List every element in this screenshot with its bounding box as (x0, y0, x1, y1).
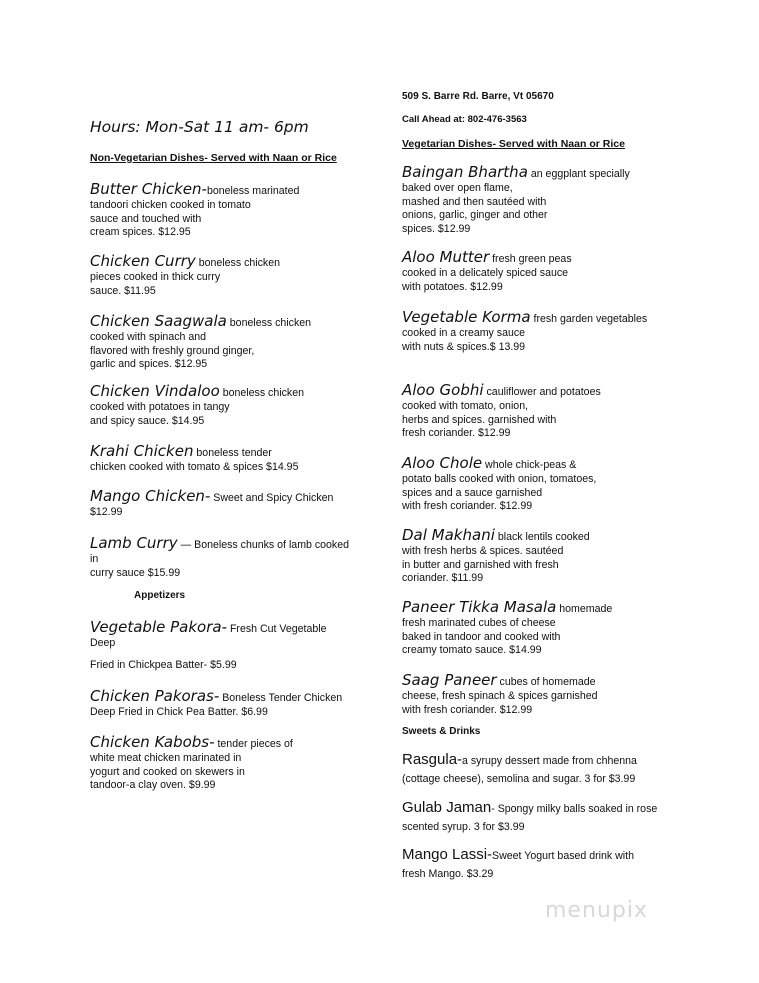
item-name: Aloo Chole (402, 454, 483, 472)
menu-item-chicken-pakoras (90, 688, 380, 720)
menu-item-aloo-gobhi (402, 382, 732, 441)
hours: Hours: Mon-Sat 11 am- 6pm (90, 118, 309, 136)
item-name: Vegetable Pakora- (90, 618, 227, 636)
item-desc: Fresh Cut Vegetable (227, 623, 327, 635)
menu-item-chicken-curry (90, 253, 380, 298)
item-name: Chicken Vindaloo (90, 382, 220, 400)
item-desc: fresh coriander. $12.99 (402, 427, 511, 439)
item-desc: cheese, fresh spinach & spices garnished (402, 690, 598, 702)
item-name: Paneer Tikka Masala (402, 598, 557, 616)
item-desc: cooked with potatoes in tangy (90, 401, 230, 413)
item-desc: with potatoes. $12.99 (402, 280, 503, 293)
item-desc: pieces cooked in thick curry (90, 271, 221, 283)
item-desc: with fresh coriander. $12.99 (402, 703, 533, 716)
item-desc: onions, garlic, ginger and other (402, 209, 548, 221)
item-desc: with fresh coriander. $12.99 (402, 500, 533, 512)
item-name: Lamb Curry (90, 534, 178, 552)
item-desc: $12.99 (90, 506, 123, 518)
item-name: Saag Paneer (402, 671, 497, 689)
item-name: Chicken Kabobs- (90, 733, 215, 751)
item-desc: — Boneless chunks of lamb cooked (177, 539, 350, 551)
menupix-watermark: menupix (545, 898, 648, 923)
item-desc (90, 651, 380, 659)
menu-item-saag-paneer (402, 672, 732, 717)
item-desc: with fresh herbs & spices. sautéed (402, 545, 564, 557)
item-desc: - Spongy milky balls soaked in rose (491, 803, 658, 815)
item-name: Aloo Mutter (402, 248, 490, 266)
item-desc: potato balls cooked with onion, tomatoes, (402, 473, 597, 485)
item-desc: flavored with freshly ground ginger, (90, 344, 255, 357)
item-desc: boneless tender (193, 447, 272, 459)
item-desc: curry sauce $15.99 (90, 566, 181, 579)
veg-header: Vegetarian Dishes- Served with Naan or Rice (402, 138, 625, 150)
item-desc: fresh garden vegetables (530, 313, 648, 325)
nonveg-header: Non-Vegetarian Dishes- Served with Naan or Rice (90, 152, 337, 164)
item-desc: Deep Fried in Chick Pea Batter. $6.99 (90, 706, 268, 718)
menu-item-vegetable-korma (402, 309, 732, 354)
menu-item-aloo-chole (402, 455, 732, 514)
item-desc: cooked in a creamy sauce (402, 327, 526, 339)
item-desc: cream spices. $12.95 (90, 226, 191, 238)
menu-item-aloo-mutter (402, 249, 732, 294)
item-desc: boneless marinated (206, 185, 300, 197)
menu-item-mango-lassi (402, 846, 732, 882)
item-desc: mashed and then sautéed with (402, 195, 547, 208)
item-name: Chicken Curry (90, 252, 196, 270)
item-desc: Fried in Chickpea Batter- $5.99 (90, 658, 237, 671)
item-desc: boneless chicken (226, 317, 312, 329)
menu-item-butter-chicken (90, 181, 380, 240)
item-desc: cooked in a delicately spiced sauce (402, 267, 569, 279)
item-name: Mango Chicken- (90, 487, 211, 505)
item-desc: black lentils cooked (494, 531, 590, 543)
item-desc: garlic and spices. $12.95 (90, 358, 208, 370)
item-desc: an eggplant specially (527, 168, 630, 180)
item-desc: (cottage cheese), semolina and sugar. 3 for $3.99 (402, 773, 636, 785)
sweets-header: Sweets & Drinks (402, 726, 481, 737)
item-name: Aloo Gobhi (402, 381, 484, 399)
item-desc: white meat chicken marinated in (90, 752, 242, 764)
item-desc: in butter and garnished with fresh (402, 558, 559, 571)
item-desc: with nuts & spices.$ 13.99 (402, 340, 526, 353)
item-desc: tender pieces of (214, 738, 293, 750)
item-desc: scented syrup. 3 for $3.99 (402, 821, 525, 833)
item-desc: coriander. $11.99 (402, 572, 484, 584)
item-name: Baingan Bhartha (402, 163, 528, 181)
item-desc: sauce. $11.95 (90, 284, 156, 297)
item-desc: fresh green peas (489, 253, 572, 265)
item-desc: fresh Mango. $3.29 (402, 868, 494, 880)
item-desc: yogurt and cooked on skewers in (90, 765, 245, 778)
menu-item-dal-makhani (402, 527, 732, 586)
item-desc: baked over open flame, (402, 182, 513, 194)
item-name: Chicken Saagwala (90, 312, 227, 330)
menu-item-paneer-tikka-masala (402, 599, 732, 658)
item-desc: Sweet Yogurt based drink with (492, 850, 634, 862)
item-desc: a syrupy dessert made from chhenna (462, 755, 637, 767)
menu-item-chicken-kabobs (90, 734, 380, 793)
menu-item-baingan-bhartha (402, 164, 732, 236)
menu-item-rasgula (402, 751, 732, 787)
address: 509 S. Barre Rd. Barre, Vt 05670 (402, 91, 554, 102)
item-desc: in (90, 553, 99, 565)
menu-item-gulab-jaman (402, 799, 732, 835)
item-name: Dal Makhani (402, 526, 495, 544)
item-desc: sauce and touched with (90, 212, 202, 225)
item-desc: Sweet and Spicy Chicken (210, 492, 334, 504)
item-desc: spices and a sauce garnished (402, 486, 543, 499)
item-desc: herbs and spices. garnished with (402, 413, 557, 426)
item-name: Gulab Jaman (402, 799, 492, 816)
item-desc: spices. $12.99 (402, 222, 471, 235)
item-name: Rasgula- (402, 751, 463, 768)
item-desc: cubes of homemade (496, 676, 596, 688)
menu-item-mango-chicken (90, 488, 380, 520)
item-desc: homemade (556, 603, 613, 615)
item-desc: baked in tandoor and cooked with (402, 630, 561, 643)
appetizers-header: Appetizers (134, 590, 186, 601)
item-desc: and spicy sauce. $14.95 (90, 414, 205, 427)
menu-item-krahi-chicken (90, 443, 380, 475)
menu-item-chicken-saagwala (90, 313, 380, 372)
item-name: Chicken Pakoras- (90, 687, 220, 705)
item-name: Mango Lassi- (402, 846, 493, 863)
item-name: Krahi Chicken (90, 442, 194, 460)
item-desc: cauliflower and potatoes (483, 386, 601, 398)
item-name: Vegetable Korma (402, 308, 531, 326)
menu-item-vegetable-pakora (90, 619, 380, 672)
phone: Call Ahead at: 802-476-3563 (402, 114, 527, 125)
item-desc: fresh marinated cubes of cheese (402, 617, 556, 629)
item-desc: cooked with spinach and (90, 331, 207, 343)
item-desc: boneless chicken (195, 257, 280, 269)
menu-item-chicken-vindaloo (90, 383, 380, 428)
item-desc: cooked with tomato, onion, (402, 400, 529, 412)
item-desc: tandoor-a clay oven. $9.99 (90, 779, 216, 791)
item-desc: whole chick-peas & (482, 459, 577, 471)
item-desc: creamy tomato sauce. $14.99 (402, 644, 542, 656)
item-name: Butter Chicken- (90, 180, 207, 198)
item-desc: chicken cooked with tomato & spices $14.95 (90, 461, 299, 473)
menu-item-lamb-curry (90, 535, 380, 580)
item-desc: Boneless Tender Chicken (219, 692, 343, 704)
item-desc: Deep (90, 637, 116, 649)
item-desc: tandoori chicken cooked in tomato (90, 199, 251, 211)
item-desc: boneless chicken (219, 387, 304, 399)
